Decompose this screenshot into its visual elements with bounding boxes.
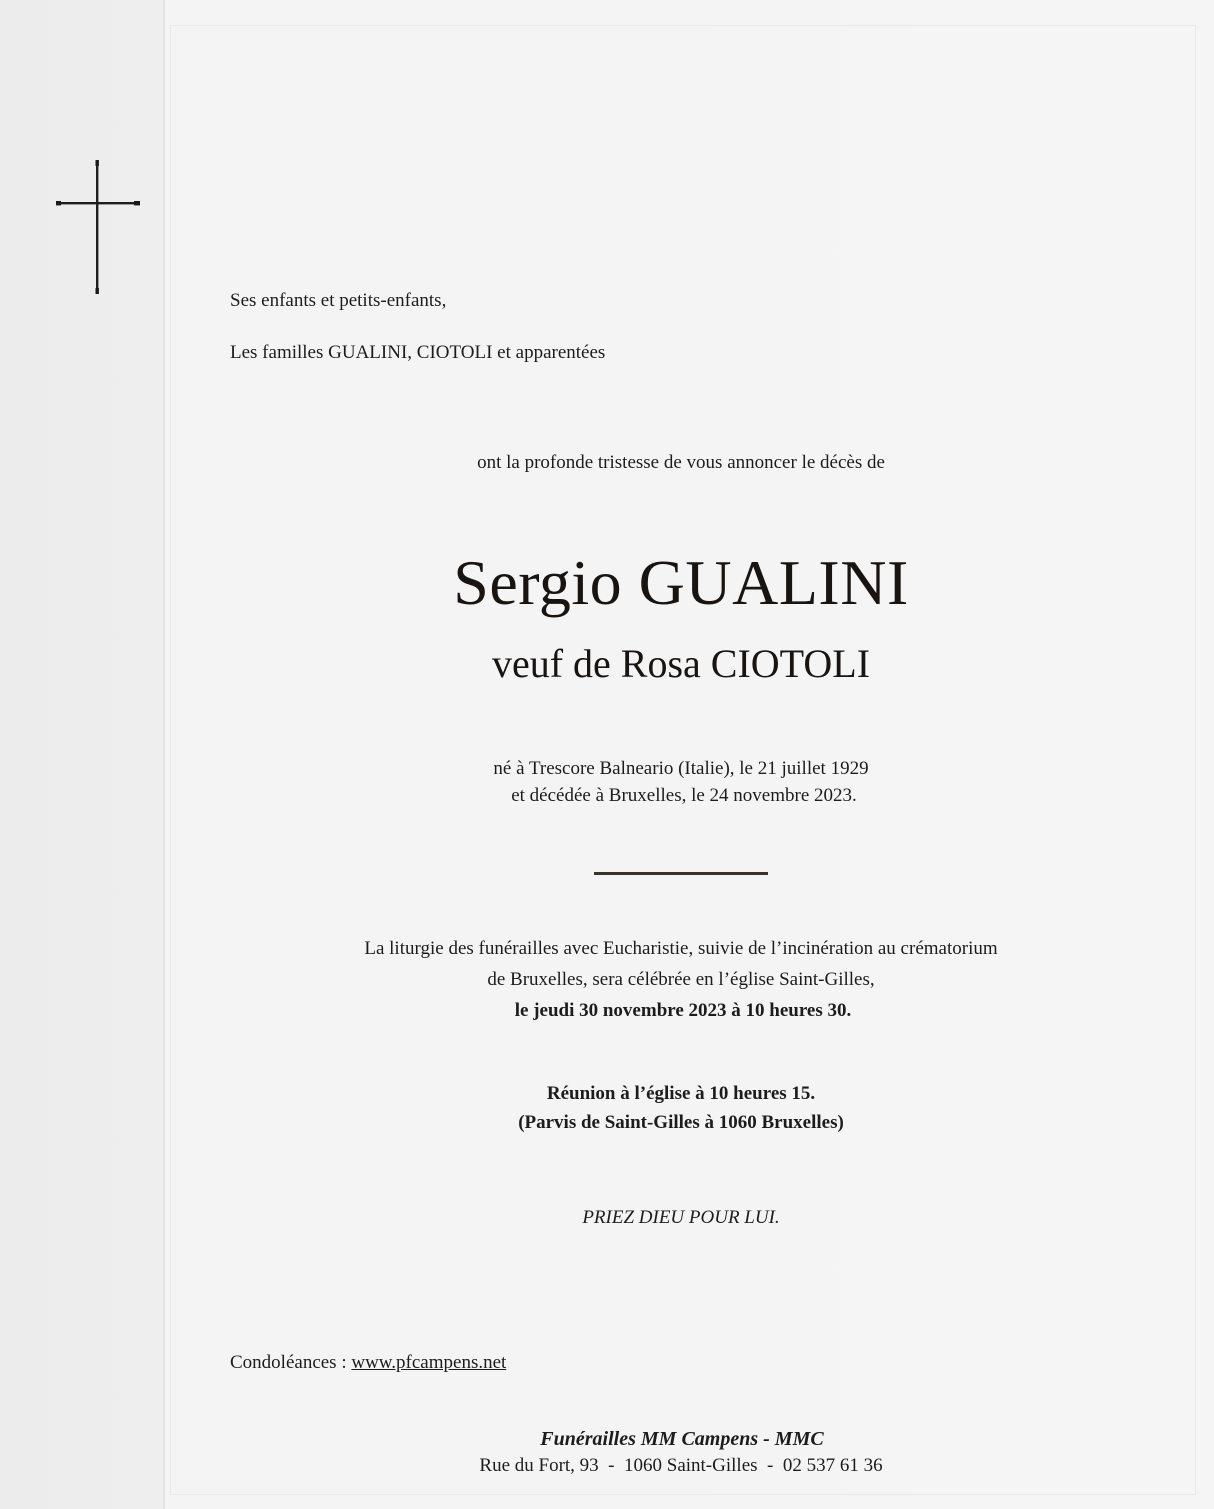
family-line-families: Les familles GUALINI, CIOTOLI et apparentées	[230, 342, 606, 363]
prayer-line: PRIEZ DIEU POUR LUI.	[582, 1207, 780, 1228]
death-line: et décédée à Bruxelles, le 24 novembre 2023.	[511, 785, 857, 806]
condolences-label: Condoléances :	[230, 1352, 352, 1373]
funeral-home-name: Funérailles MM Campens - MMC	[540, 1428, 824, 1450]
ceremony-line-1: La liturgie des funérailles avec Eucharistie, suivie de l’incinération au crématorium	[364, 938, 998, 959]
condolences-line	[230, 1352, 506, 1374]
deceased-name: Sergio GUALINI	[453, 547, 909, 618]
condolences-link[interactable]: www.pfcampens.net	[351, 1352, 507, 1373]
cross-icon	[56, 160, 140, 294]
birth-line: né à Trescore Balneario (Italie), le 21 juillet 1929	[493, 758, 869, 779]
page-fold-edge	[163, 0, 165, 1509]
meeting-time: Réunion à l’église à 10 heures 15.	[546, 1083, 816, 1104]
family-line-children: Ses enfants et petits-enfants,	[230, 290, 447, 311]
separator-rule	[594, 872, 768, 875]
widow-of-line: veuf de Rosa CIOTOLI	[491, 641, 871, 686]
ceremony-date-time: le jeudi 30 novembre 2023 à 10 heures 30.	[514, 1000, 852, 1021]
ceremony-line-2: de Bruxelles, sera célébrée en l’église Saint-Gilles,	[487, 969, 875, 990]
church-address: (Parvis de Saint-Gilles à 1060 Bruxelles)	[518, 1112, 844, 1133]
funeral-home-address: Rue du Fort, 93 - 1060 Saint-Gilles - 02 537 61 36	[479, 1455, 883, 1476]
announcement-text: ont la profonde tristesse de vous annoncer le décès de	[477, 452, 885, 473]
